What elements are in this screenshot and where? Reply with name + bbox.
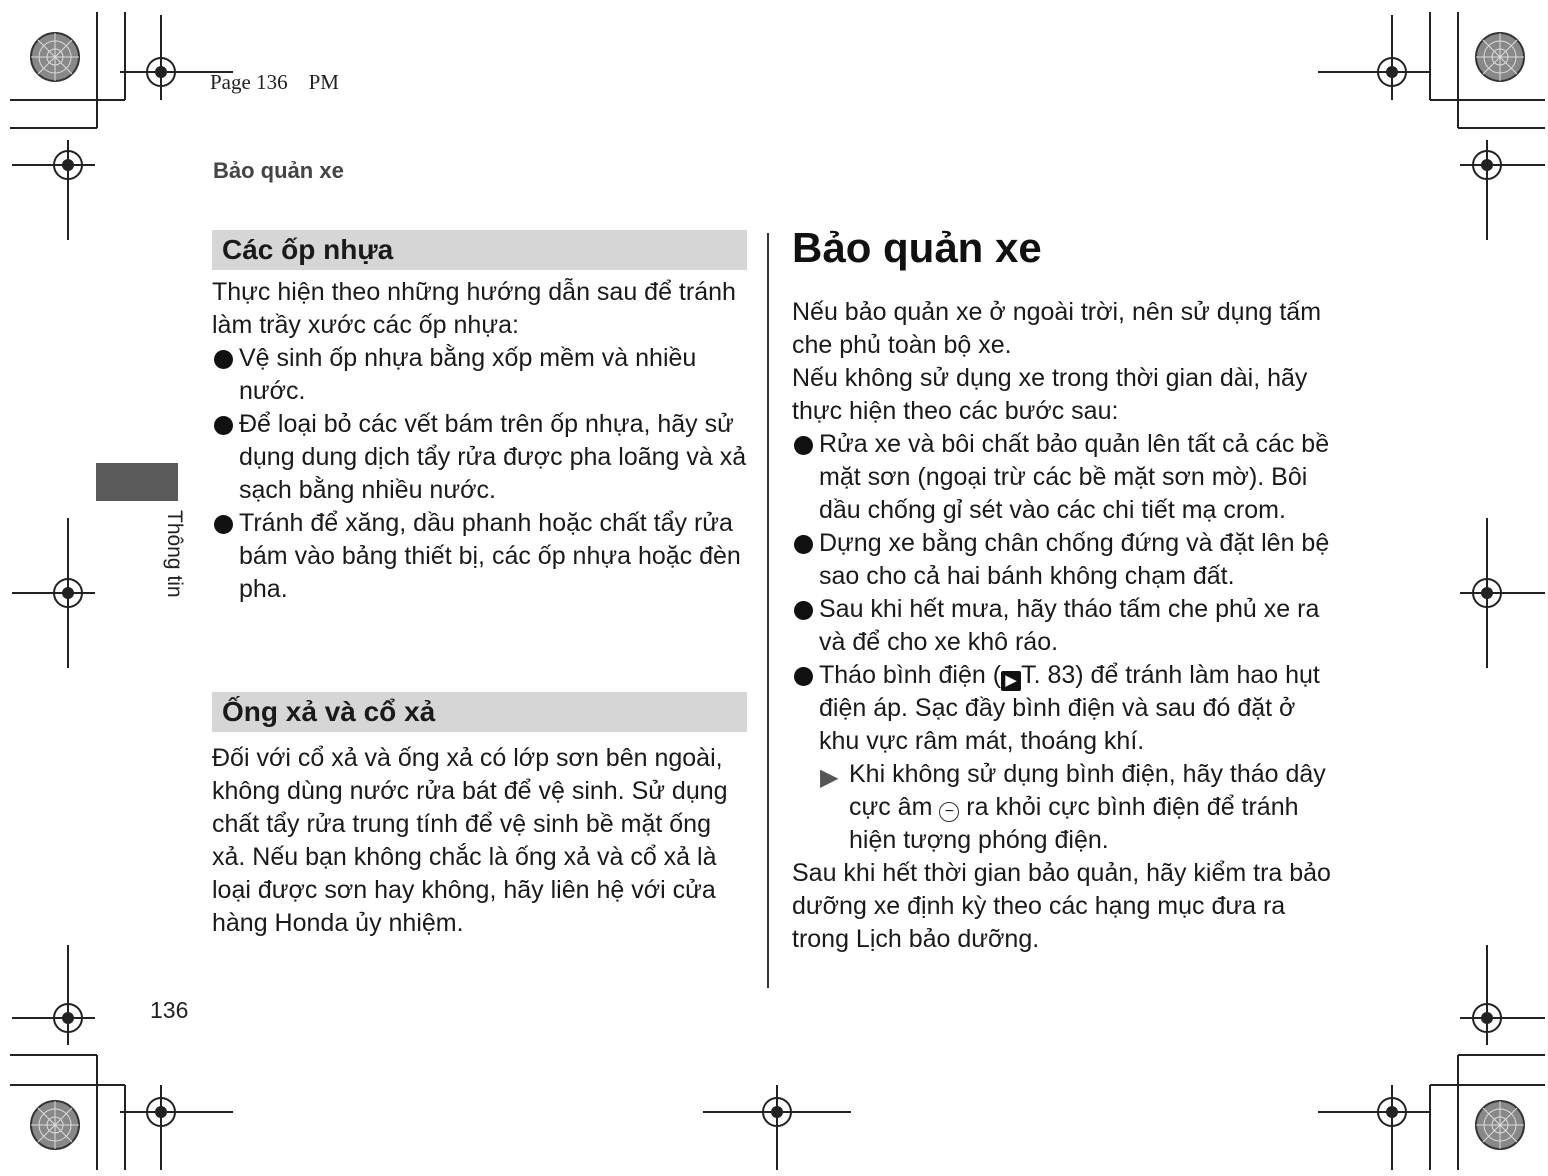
plastic-intro: Thực hiện theo những hướng dẫn sau để tránh làm trầy xước các ốp nhựa: [212,278,736,339]
bullet-dot-icon [794,667,813,686]
plastic-heading: Các ốp nhựa [212,230,747,270]
storage-paragraph-2: Nếu không sử dụng xe trong thời gian dài, hãy thực hiện theo các bước sau: [792,364,1308,425]
column-divider [767,233,769,988]
bullet-dot-icon [214,350,233,369]
side-tab-label: Thông tin [163,510,186,598]
bullet-dot-icon [794,436,813,455]
list-item: Tránh để xăng, dầu phanh hoặc chất tẩy rửa bám vào bảng thiết bị, các ốp nhựa hoặc đèn pha. [212,507,747,606]
battery-page-reference[interactable]: T. 83 [1021,661,1076,689]
page-reference-icon: ▶ [1001,671,1021,691]
storage-closing: Sau khi hết thời gian bảo quản, hãy kiểm tra bảo dưỡng xe định kỳ theo các hạng mục đưa ra trong Lịch bảo dưỡng. [792,859,1331,953]
list-item: Sau khi hết mưa, hãy tháo tấm che phủ xe ra và để cho xe khô ráo. [792,593,1332,659]
print-pm-text: PM [308,70,339,94]
battery-sub-note: ▶ Khi không sử dụng bình điện, hãy tháo dây cực âm − ra khỏi cực bình điện để tránh hiện tượng phóng điện. [820,760,1326,854]
page-number: 136 [150,997,189,1023]
list-item: Dựng xe bằng chân chống đứng và đặt lên bệ sao cho cả hai bánh không chạm đất. [792,527,1332,593]
list-item: Vệ sinh ốp nhựa bằng xốp mềm và nhiều nước. [212,342,747,408]
list-item: Tháo bình điện ( ▶ T. 83) để tránh làm hao hụt điện áp. Sạc đầy bình điện và sau đó đặt ở khu vực râm mát, thoáng khí. [792,659,1332,758]
bullet-dot-icon [214,515,233,534]
side-tab [96,463,178,501]
right-column [792,222,1332,956]
print-page-text: Page 136 [210,70,288,94]
plastic-bullet-list [212,342,747,606]
page-title: Bảo quản xe [792,224,1042,271]
section-title: Bảo quản xe [213,158,344,183]
negative-terminal-icon: − [939,802,959,822]
print-header [210,70,339,95]
bullet-dot-icon [214,416,233,435]
bullet-dot-icon [794,535,813,554]
bullet-dot-icon [794,601,813,620]
exhaust-body: Đối với cổ xả và ống xả có lớp sơn bên ngoài, không dùng nước rửa bát để vệ sinh. Sử dụng chất tẩy rửa trung tính để vệ sinh bề mặt ống xả. Nếu bạn không chắc là ống xả và cổ xả là loại được sơn hay không, hãy liên hệ với cửa hàng Honda ủy nhiệm. [212,744,728,937]
list-item: Để loại bỏ các vết bám trên ốp nhựa, hãy sử dụng dung dịch tẩy rửa được pha loãng và xả sạch bằng nhiều nước. [212,408,747,507]
storage-paragraph-1: Nếu bảo quản xe ở ngoài trời, nên sử dụng tấm che phủ toàn bộ xe. [792,298,1322,359]
left-column [212,230,747,940]
storage-bullet-list [792,428,1332,758]
exhaust-heading: Ống xả và cổ xả [212,692,747,732]
list-item: Rửa xe và bôi chất bảo quản lên tất cả các bề mặt sơn (ngoại trừ các bề mặt sơn mờ). Bôi dầu chống gỉ sét vào các chi tiết mạ crom. [792,428,1332,527]
triangle-arrow-icon: ▶ [820,764,839,791]
